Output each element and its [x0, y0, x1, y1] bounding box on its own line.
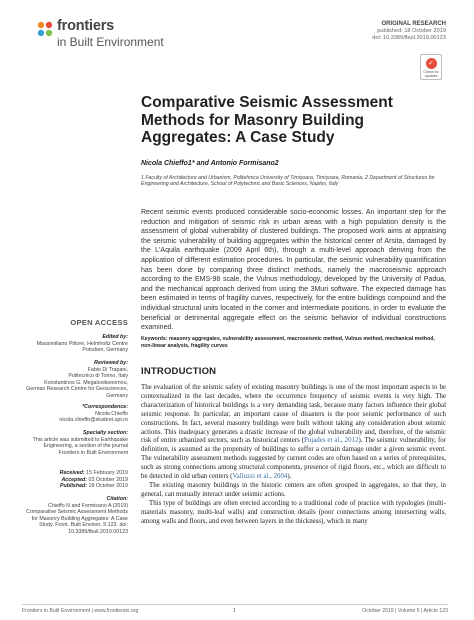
reviewer-1-affiliation: Politecnico di Torino, Italy: [68, 373, 128, 380]
reviewer-2-name: Konstantinos G. Megalooikonomou,: [44, 379, 128, 386]
article-doi[interactable]: doi: 10.3389/fbuil.2019.00123: [372, 35, 446, 41]
dates-block: Received: 15 February 2019 Accepted: 03 October 2019 Published: 18 October 2019: [59, 470, 128, 490]
brand-name: frontiers: [57, 18, 115, 34]
citation-text: Chieffo N and Formisano A (2019) Comparative Seismic Assessment Methods for Masonry Building Aggregates: A Case Study. Front. Built Environ. 5:123. doi: 10.3389/fbuil.2019.00123: [26, 502, 128, 535]
specialty-text: This article was submitted to Earthquake Engineering, a section of the journal Frontiers in Built Environment: [32, 436, 128, 456]
article-type: ORIGINAL RESEARCH: [381, 21, 446, 27]
introduction-body: [141, 384, 446, 527]
correspondence-email[interactable]: nicola.chieffo@student.upt.ro: [59, 417, 128, 424]
check-updates-button[interactable]: [420, 54, 442, 80]
reviewer-1-name: Fabio Di Trapani,: [87, 366, 128, 373]
footer-journal-link[interactable]: Frontiers in Built Environment | www.frontiersin.org: [22, 608, 139, 614]
specialty-section-block: Specialty section: This article was submitted to Earthquake Engineering, a section of the journal Frontiers in Built Environment: [22, 430, 128, 456]
journal-name: in Built Environment: [57, 35, 164, 49]
intro-paragraph-2: The existing masonry buildings in the historic centers are often grouped in aggregates, so that they, in general, can mutually interact under seismic actions.: [141, 481, 446, 498]
citation-block: Citation: Chieffo N and Formisano A (2019) Comparative Seismic Assessment Methods for Masonry Building Aggregates: A Case Study. Front. Built Environ. 5:123. doi: 10.3389/fbuil.2019.00123: [22, 496, 128, 536]
editor-name: Massimiliano Pittore, Helmholtz Centre Potsdam, Germany: [36, 340, 128, 354]
journal-logo[interactable]: [36, 18, 176, 54]
received-date: 15 February 2019: [86, 470, 128, 476]
open-access-label: OPEN ACCESS: [70, 318, 128, 327]
page-number: 1: [233, 608, 236, 614]
keywords: Keywords: masonry aggregates, vulnerability assessment, macroseismic method, Vulnus method, mechanical method, non-linear analysis, fragility curves: [141, 336, 435, 349]
citation-link-pujades[interactable]: Pujades et al., 2012: [304, 437, 359, 445]
author-list: Nicola Chieffo1* and Antonio Formisano2: [141, 160, 279, 167]
intro-paragraph-1: The evaluation of the seismic safety of existing masonry buildings is one of the most important aspects to be contextualized in the last decades, where the occurrence frequency of seismic events is very high. The characterization of historical buildings is a very demanding task, because many factors influence their global seismic response. In particular, an important cause of disasters is the poor seismic performance of such constructions. In fact, several masonry buildings were built without taking any consideration about seismic actions. This inadequacy generates a drastic increase of the global vulnerability and, therefore, of the seismic risk of entire urbanized sectors, such as historical centers (Pujades et al., 2012). The seismic vulnerability, for definition, is assumed as the propensity of buildings to suffer a certain damage under a given seismic event. The vulnerability assessment methods suggested by current codes are often based on a series of prerequisites, such as strong connections among structural components, presence of rigid floors, etc., which are difficult to be detected in old urban centers (Valluzzi et al., 2004).: [141, 384, 446, 481]
footer-divider: [22, 604, 448, 605]
update-badge-icon: ✓: [426, 58, 437, 69]
citation-link-valluzzi[interactable]: Valluzzi et al., 2004: [232, 473, 288, 481]
edited-by-block: Edited by: Massimiliano Pittore, Helmholtz Centre Potsdam, Germany: [22, 334, 128, 354]
affiliations: 1 Faculty of Architecture and Urbanism, Politehnica University of Timişoara, Timişoara, Romania, 2 Department of Structures for Engineering and Architecture, School of Polytechnic and Basic Sciences, Naples, Italy: [141, 175, 435, 188]
correspondence-block: *Correspondence: Nicola Chieffo nicola.chieffo@student.upt.ro: [22, 404, 128, 424]
abstract: Recent seismic events produced considerable socio-economic losses. An important step for the reduction and mitigation of seismic risk in urban areas with a high population density is the assessment of global vulnerability of clustered buildings. The proposed work aims at appraising the seismic vulnerability of building aggregates within the historical center of Arsita, damaged by the L'Aquila earthquake (2009 April 6th), through a multi-level approach deriving from the application of different estimation procedures. In particular, the seismic vulnerability quantification has been done by comparing three distinct methods, namely the macroseismic approach according to the EMS-98 scale, the Vulnus methodology, developed by the University of Padua, and the mechanical approach derived from using the 3Muri software. The expected damage has been estimated in terms of fragility curves, respectively, for the entire buildings compound and the individual structural units located in the corner and intermediate positions, in order to evaluate the beneficial or detrimental aggregate effect on the seismic behavior of individual constructions examined.: [141, 209, 446, 332]
footer-issue-info: October 2019 | Volume 5 | Article 123: [362, 608, 448, 614]
accepted-date: 03 October 2019: [88, 476, 128, 483]
correspondence-name: Nicola Chieffo: [95, 410, 128, 417]
article-title: Comparative Seismic Assessment Methods for Masonry Building Aggregates: A Case Study: [141, 94, 393, 146]
reviewed-by-block: Reviewed by: Fabio Di Trapani, Politecnico di Torino, Italy Konstantinos G. Megalooikonomou, German Research Centre for Geosciences, Germany: [22, 360, 128, 400]
check-updates-label: Check for updates: [423, 70, 439, 78]
article-meta: [372, 21, 446, 42]
intro-paragraph-3: This type of buildings are often erected according to a traditional code of practice with typologies (multi-materials masonry, multi-leaf walls) and construction details (poor connections among intersecting walls, among walls and floors, and even between layers in the thickness), which in many: [141, 499, 446, 525]
reviewer-2-affiliation: German Research Centre for Geosciences, Germany: [26, 386, 128, 399]
published-date: published: 18 October 2019: [377, 28, 446, 34]
published-date-side: 18 October 2019: [88, 483, 128, 490]
frontiers-logo-icon: [36, 20, 54, 38]
section-heading-introduction: INTRODUCTION: [141, 366, 217, 377]
